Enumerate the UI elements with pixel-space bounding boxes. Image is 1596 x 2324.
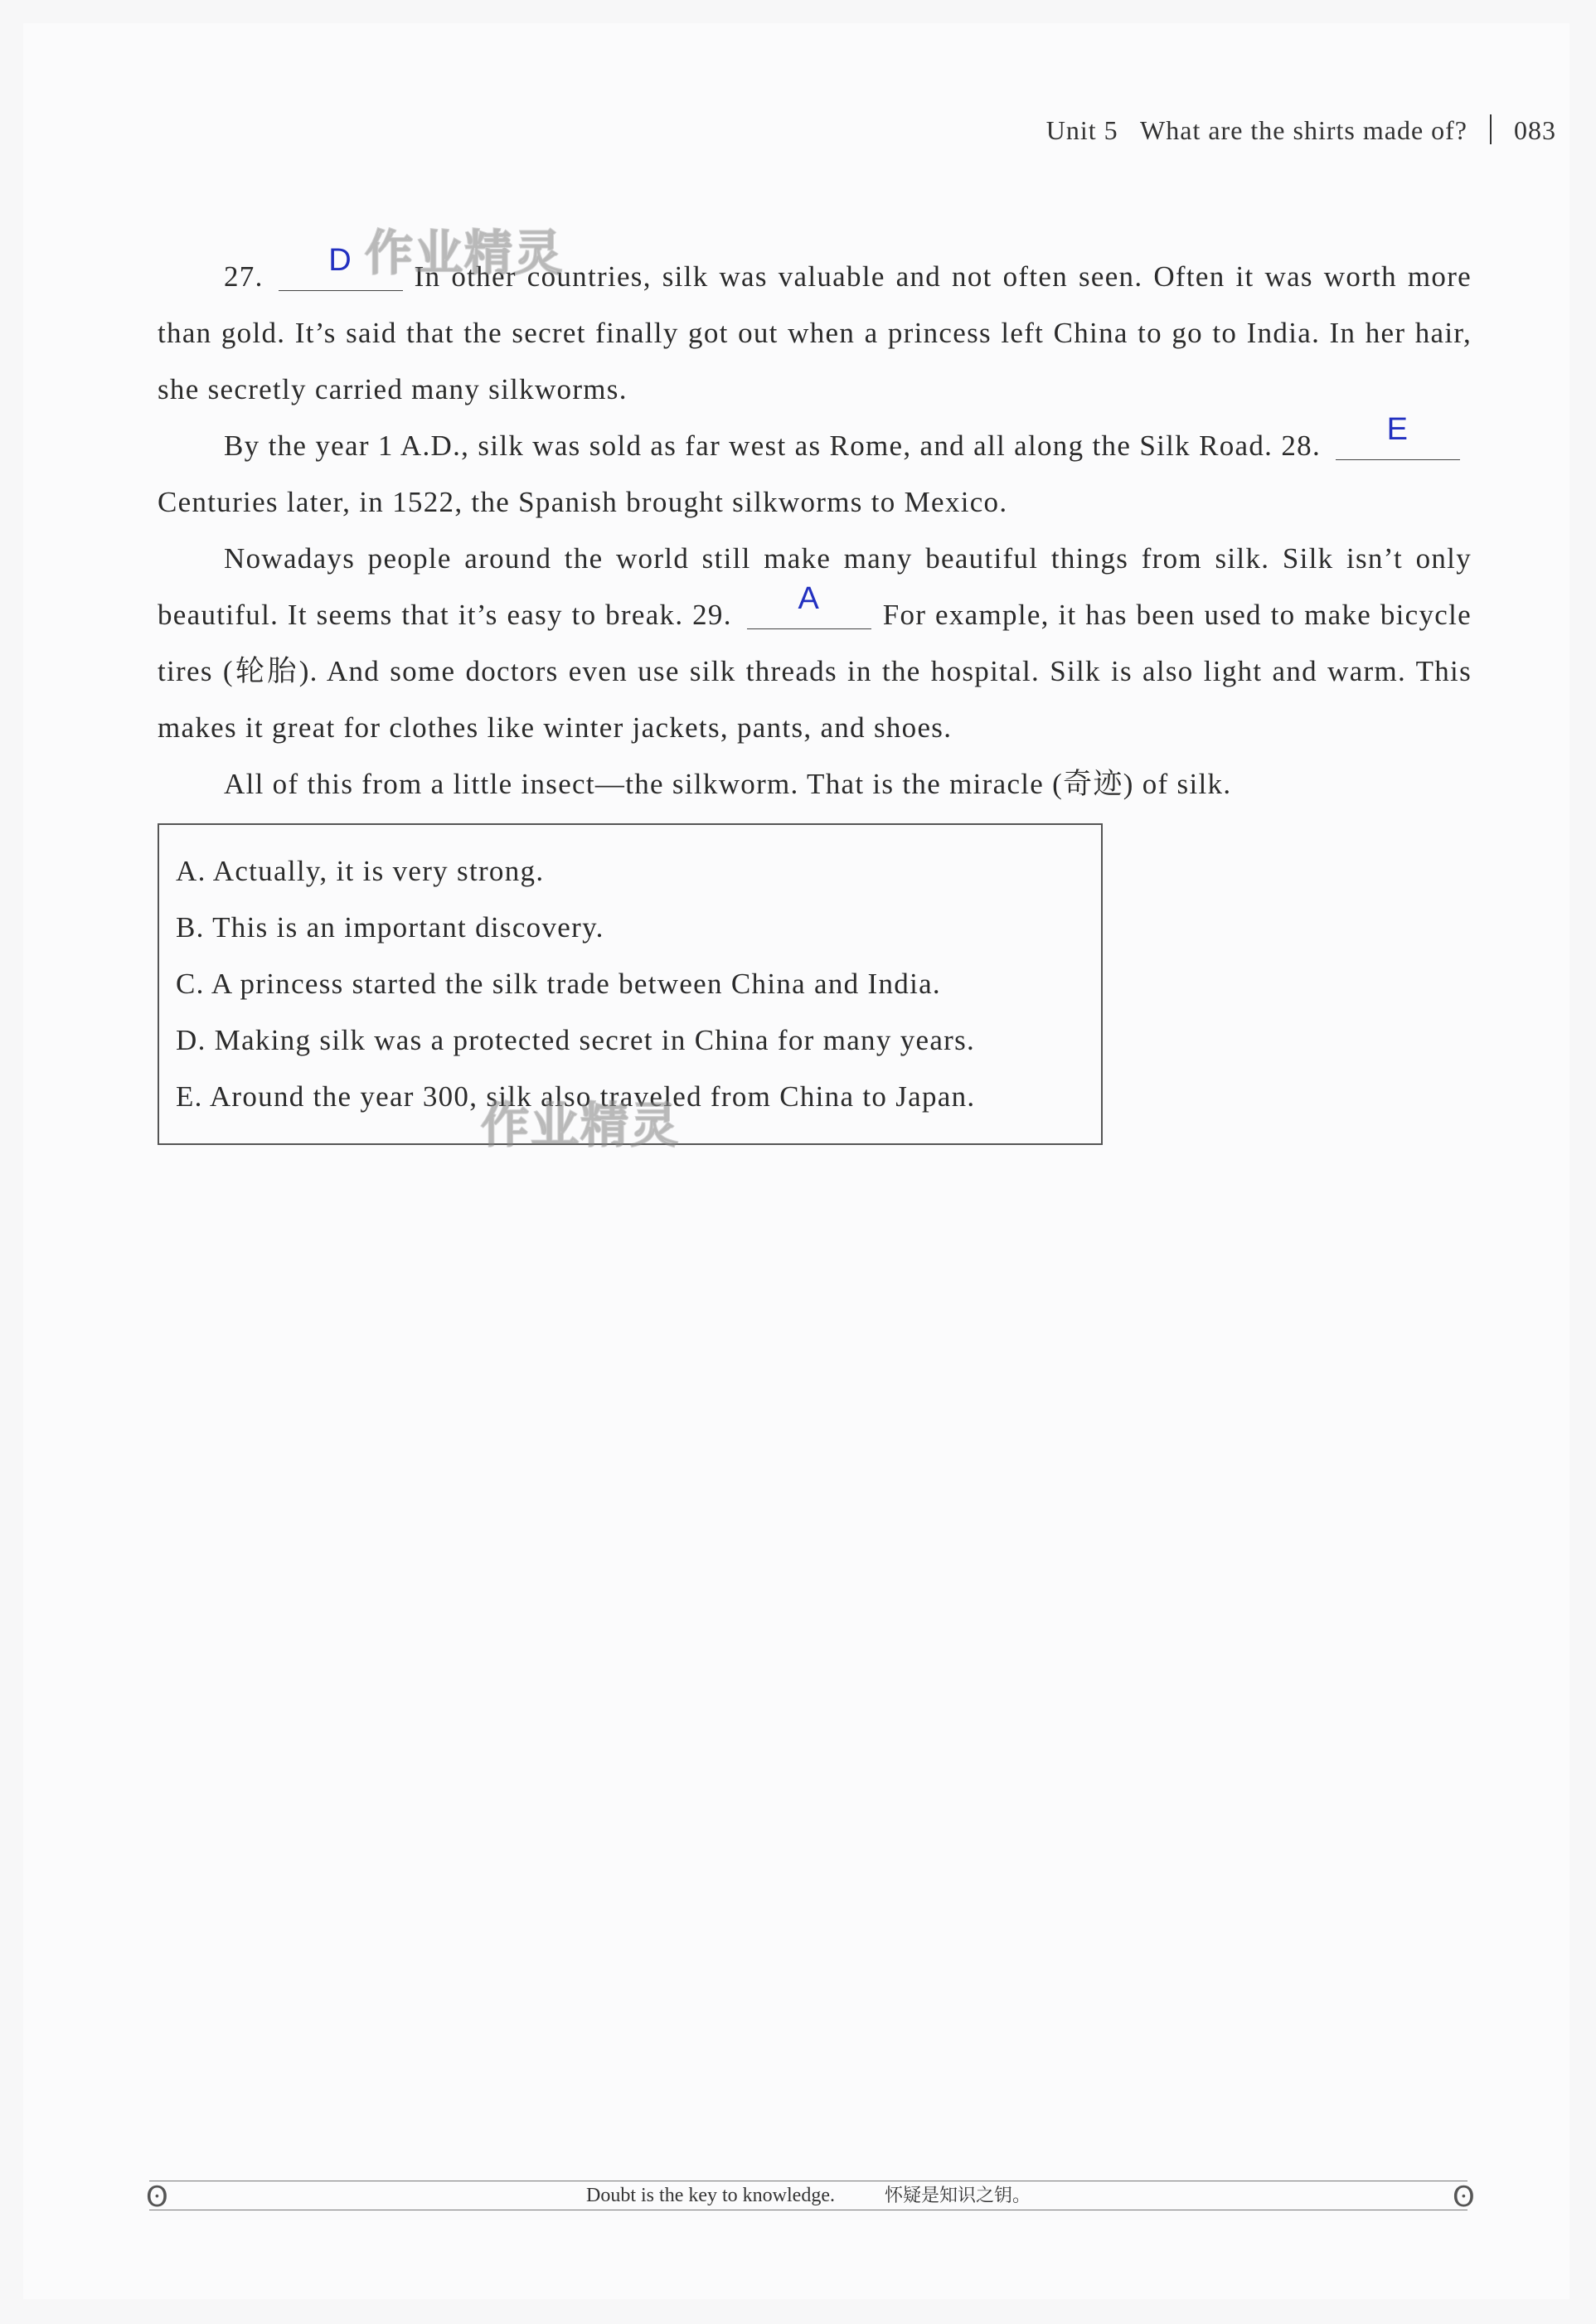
unit-title: What are the shirts made of? (1140, 115, 1467, 145)
q27-answer: D (328, 243, 353, 278)
paragraph-4 (158, 756, 1472, 813)
option-a: A. Actually, it is very strong. (176, 855, 545, 887)
header-divider (1490, 114, 1492, 144)
page-number: 083 (1514, 115, 1556, 145)
footer-motto (149, 2181, 1467, 2210)
watermark-bottom: 作业精灵 (481, 1097, 681, 1153)
q28-line (1281, 412, 1472, 474)
option-e: E. Around the year 300, silk also traveled from China to Japan. (176, 1080, 976, 1113)
page-header (1046, 114, 1556, 146)
option-d: D. Making silk was a protected secret in China for many years. (176, 1024, 976, 1056)
q28-answer: E (1386, 412, 1409, 447)
options-box (158, 823, 1103, 1145)
option-c: C. A princess started the silk trade between China and India. (176, 968, 941, 1000)
q28-number: 28. (1281, 429, 1321, 462)
q29-text: For example, it has been used to make bicycle tires (轮胎). And some doctors even use silk threads in the hospital. Silk is also light and warm. This makes it great for clothes like winter jackets, pants, and shoes. (158, 599, 1472, 744)
q28-text: Centuries later, in 1522, the Spanish brought silkworms to Mexico. (158, 486, 1008, 518)
unit-label: Unit 5 (1045, 115, 1118, 145)
q28-blank[interactable] (1336, 412, 1460, 460)
q27-text: In other countries, silk was valuable and not often seen. Often it was worth more than gold. It’s said that the secret finally got out when a princess left China to go to India. In her hair, she secretly carried many silkworms. (158, 260, 1472, 405)
paragraph-2 (158, 412, 1472, 531)
footer-motto-en: Doubt is the key to knowledge. (586, 2185, 835, 2206)
reading-passage (158, 243, 1472, 813)
para3-text: Nowadays people around the world still make many beautiful things from silk. Silk isn’t only beautiful. It seems that it’s easy to break. (158, 542, 1472, 631)
q29-blank[interactable] (747, 581, 871, 629)
para2-text: By the year 1 A.D., silk was sold as far west as Rome, and all along the Silk Road. (224, 429, 1273, 462)
footer-motto-cn: 怀疑是知识之钥。 (884, 2186, 1031, 2206)
q29-number: 29. (692, 599, 732, 631)
q27-number: 27. (224, 260, 264, 293)
footer-ornament-left-icon: ʘ (146, 2181, 168, 2214)
paragraph-3 (158, 531, 1472, 756)
q29-answer: A (798, 581, 821, 616)
q27-blank[interactable] (279, 243, 403, 291)
para4-text: All of this from a little insect—the silkworm. That is the miracle (奇迹) of silk. (224, 768, 1232, 800)
footer-ornament-right-icon: ʘ (1453, 2181, 1475, 2214)
option-b: B. This is an important discovery. (176, 911, 604, 944)
paragraph-q27 (158, 243, 1472, 418)
watermark-top: 作业精灵 (365, 225, 565, 281)
